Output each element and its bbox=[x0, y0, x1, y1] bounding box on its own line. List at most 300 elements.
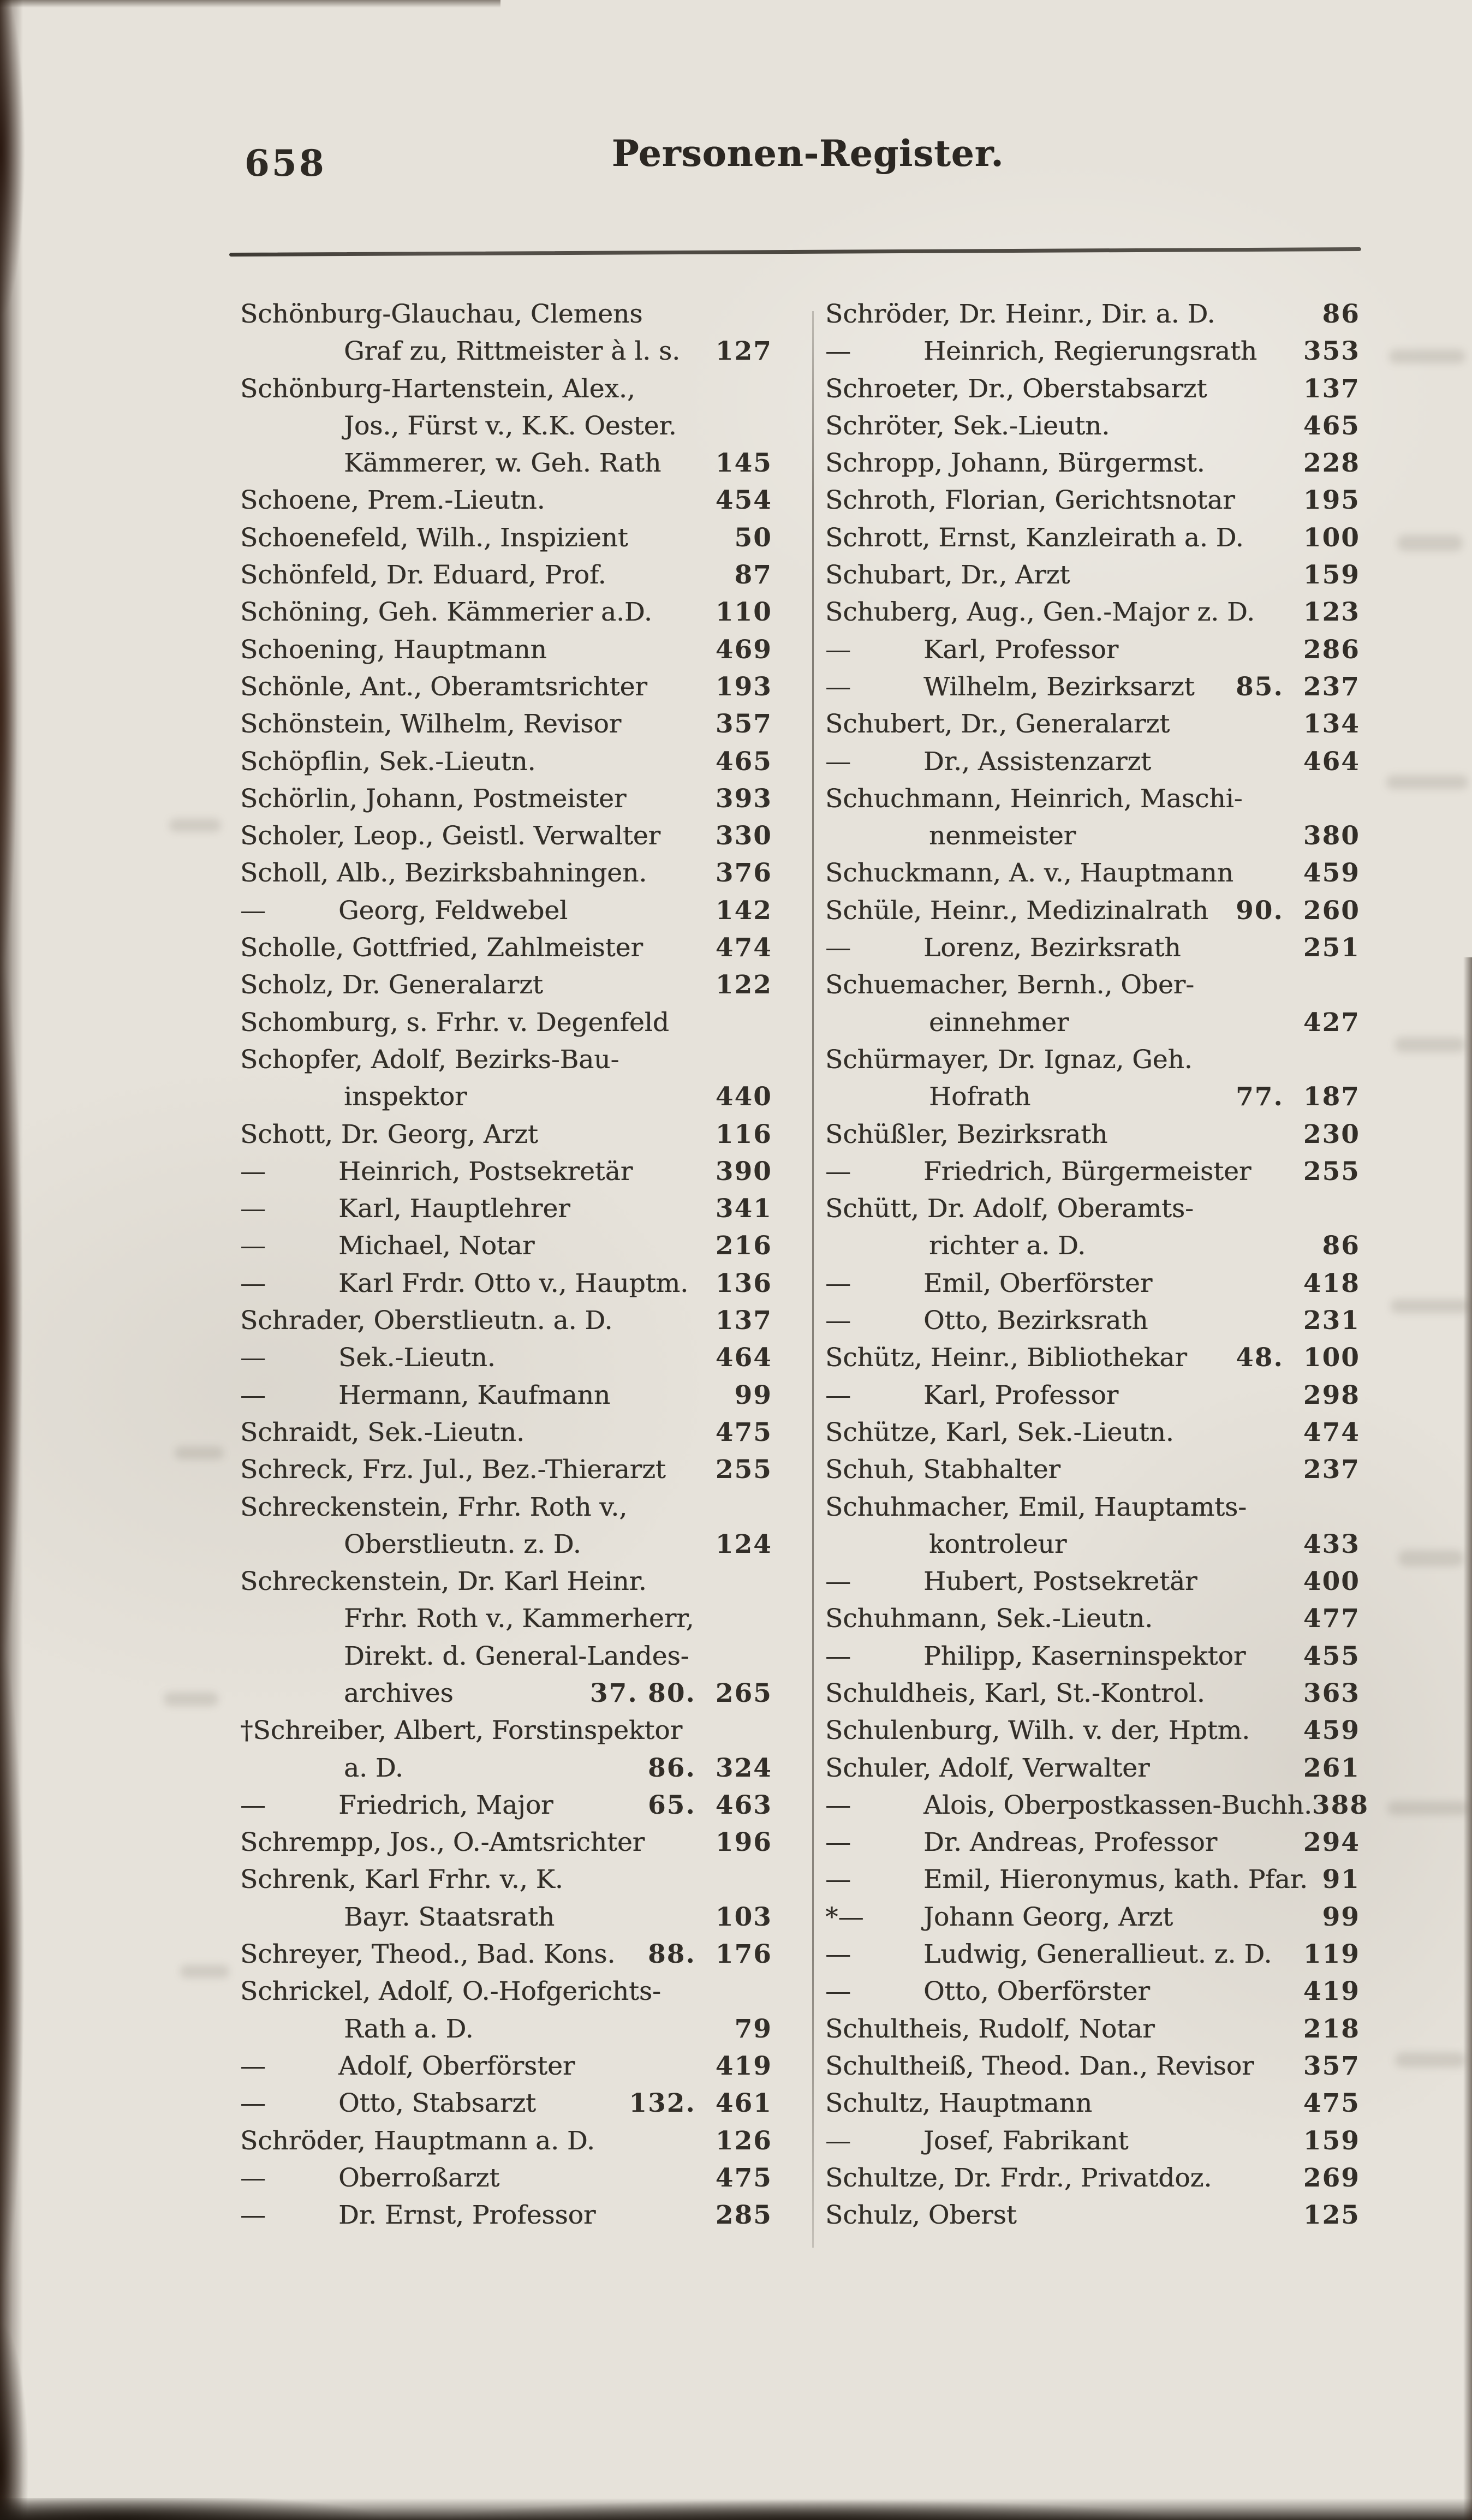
index-line bbox=[825, 1604, 1360, 1641]
entry-dash: — bbox=[825, 1306, 851, 1336]
entry-text: Schütz, Heinr., Bibliothekar bbox=[825, 1343, 1187, 1373]
entry-page-number: 357 bbox=[715, 709, 772, 740]
entry-text: Schütze, Karl, Sek.-Lieutn. bbox=[825, 1417, 1174, 1447]
entry-page-number: 193 bbox=[715, 671, 772, 702]
index-line bbox=[825, 1119, 1360, 1157]
entry-dash: — bbox=[825, 1976, 851, 2007]
entry-text: Direkt. d. General-Landes- bbox=[344, 1641, 689, 1671]
index-line bbox=[240, 2051, 772, 2088]
entry-extra-page-numbers: 85. bbox=[1236, 671, 1284, 702]
index-line bbox=[825, 336, 1360, 373]
entry-page-number: 400 bbox=[1303, 1566, 1360, 1597]
index-line bbox=[240, 2126, 772, 2163]
entry-page-number: 474 bbox=[715, 933, 772, 963]
index-line bbox=[240, 1678, 772, 1715]
index-line bbox=[240, 1455, 772, 1492]
entry-dash: — bbox=[240, 2088, 266, 2119]
entry-dash: — bbox=[825, 671, 851, 702]
index-line bbox=[825, 1194, 1360, 1231]
index-line bbox=[240, 374, 772, 411]
entry-extra-page-numbers: 88. bbox=[648, 1939, 696, 1970]
entry-page-number: 136 bbox=[715, 1268, 772, 1298]
entry-text: Jos., Fürst v., K.K. Oester. bbox=[344, 410, 677, 441]
entry-text: Schröter, Sek.-Lieutn. bbox=[825, 410, 1110, 441]
entry-text: Emil, Hieronymus, kath. Pfar. bbox=[923, 1864, 1308, 1895]
entry-page-number: 433 bbox=[1303, 1529, 1360, 1559]
entry-page-number: 393 bbox=[715, 783, 772, 814]
entry-page-number: 126 bbox=[715, 2125, 772, 2156]
entry-text: kontroleur bbox=[929, 1529, 1067, 1559]
entry-page-number: 294 bbox=[1303, 1827, 1360, 1858]
entry-page-number: 86 bbox=[1322, 1231, 1360, 1261]
entry-page-number: 110 bbox=[715, 597, 772, 628]
bleed-through-smudge bbox=[1391, 1299, 1470, 1313]
entry-extra-page-numbers: 132. bbox=[629, 2088, 696, 2119]
index-line bbox=[825, 411, 1360, 448]
entry-page-number: 237 bbox=[1303, 671, 1360, 702]
entry-page-number: 100 bbox=[1303, 522, 1360, 553]
entry-page-number: 427 bbox=[1303, 1007, 1360, 1038]
entry-text: Schuberg, Aug., Gen.-Major z. D. bbox=[825, 597, 1255, 628]
index-line bbox=[825, 1008, 1360, 1045]
entry-page-number: 286 bbox=[1303, 634, 1360, 665]
index-line bbox=[240, 1641, 772, 1678]
entry-page-number: 134 bbox=[1303, 709, 1360, 740]
entry-page-number: 440 bbox=[715, 1082, 772, 1112]
entry-text: Wilhelm, Bezirksarzt bbox=[923, 671, 1195, 702]
index-line bbox=[240, 1566, 772, 1604]
entry-page-number: 285 bbox=[715, 2200, 772, 2231]
index-line bbox=[240, 523, 772, 560]
entry-text: Alois, Oberpostkassen-Buchh. bbox=[923, 1790, 1312, 1820]
entry-page-number: 145 bbox=[715, 448, 772, 479]
index-line bbox=[240, 336, 772, 373]
entry-dash: — bbox=[825, 1939, 851, 1970]
entry-text: Schuckmann, A. v., Hauptmann bbox=[825, 858, 1233, 889]
entry-page-number: 298 bbox=[1303, 1380, 1360, 1410]
entry-page-number: 116 bbox=[715, 1119, 772, 1149]
index-line bbox=[240, 1306, 772, 1343]
entry-page-number: 230 bbox=[1303, 1119, 1360, 1149]
index-line bbox=[240, 1902, 772, 1939]
entry-page-number: 475 bbox=[715, 2162, 772, 2193]
page-edge-stain-top bbox=[0, 0, 500, 8]
entry-text: Ludwig, Generallieut. z. D. bbox=[923, 1939, 1272, 1970]
entry-text: †Schreiber, Albert, Forstinspektor bbox=[240, 1715, 683, 1746]
entry-dash: — bbox=[240, 1380, 266, 1410]
index-line bbox=[825, 2126, 1360, 2163]
index-line bbox=[825, 1641, 1360, 1678]
entry-page-number: 269 bbox=[1303, 2162, 1360, 2193]
entry-page-number: 469 bbox=[715, 634, 772, 665]
entry-page-number: 91 bbox=[1322, 1864, 1360, 1895]
entry-text: Schröder, Dr. Heinr., Dir. a. D. bbox=[825, 299, 1215, 329]
entry-text: Otto, Bezirksrath bbox=[923, 1306, 1148, 1336]
entry-text: Schönburg-Hartenstein, Alex., bbox=[240, 373, 635, 404]
index-line bbox=[240, 747, 772, 784]
index-line bbox=[240, 2088, 772, 2125]
index-line bbox=[825, 1343, 1360, 1380]
entry-dash: *— bbox=[825, 1902, 864, 1932]
index-line bbox=[825, 747, 1360, 784]
index-line bbox=[825, 1678, 1360, 1715]
index-line bbox=[240, 2163, 772, 2200]
index-line bbox=[240, 1976, 772, 2013]
entry-text: Schrenk, Karl Frhr. v., K. bbox=[240, 1864, 563, 1895]
entry-text: Schulenburg, Wilh. v. der, Hptm. bbox=[825, 1715, 1250, 1746]
bleed-through-smudge bbox=[175, 1446, 224, 1459]
index-line bbox=[825, 1864, 1360, 1902]
index-line bbox=[240, 485, 772, 522]
index-line bbox=[825, 1753, 1360, 1790]
entry-dash: — bbox=[825, 1566, 851, 1597]
entry-text: a. D. bbox=[344, 1753, 403, 1783]
entry-page-number: 124 bbox=[715, 1529, 772, 1559]
header-rule bbox=[229, 247, 1361, 257]
index-line bbox=[825, 1455, 1360, 1492]
entry-text: Karl, Professor bbox=[923, 634, 1119, 665]
index-line bbox=[825, 299, 1360, 336]
entry-page-number: 465 bbox=[715, 746, 772, 777]
entry-text: Schütt, Dr. Adolf, Oberamts- bbox=[825, 1194, 1194, 1224]
entry-page-number: 463 bbox=[715, 1790, 772, 1820]
entry-text: Schreyer, Theod., Bad. Kons. bbox=[240, 1939, 616, 1970]
index-line bbox=[825, 1417, 1360, 1455]
entry-dash: — bbox=[240, 1343, 266, 1373]
bleed-through-smudge bbox=[1394, 1037, 1465, 1052]
entry-page-number: 255 bbox=[1303, 1156, 1360, 1187]
index-line bbox=[825, 1492, 1360, 1529]
index-line bbox=[240, 1864, 772, 1902]
entry-page-number: 474 bbox=[1303, 1417, 1360, 1447]
entry-text: Lorenz, Bezirksrath bbox=[923, 933, 1181, 963]
entry-text: Schroeter, Dr., Oberstabsarzt bbox=[825, 373, 1207, 404]
index-line bbox=[825, 597, 1360, 634]
entry-text: Georg, Feldwebel bbox=[338, 895, 568, 926]
entry-text: Schrickel, Adolf, O.-Hofgerichts- bbox=[240, 1976, 661, 2007]
entry-page-number: 119 bbox=[1303, 1939, 1360, 1970]
index-line bbox=[240, 2014, 772, 2051]
entry-page-number: 419 bbox=[715, 2051, 772, 2081]
page-edge-stain-left bbox=[0, 0, 29, 2520]
bleed-through-smudge bbox=[164, 1692, 218, 1706]
index-line bbox=[825, 1902, 1360, 1939]
index-line bbox=[240, 1343, 772, 1380]
bleed-through-smudge bbox=[169, 819, 221, 832]
entry-dash: — bbox=[825, 933, 851, 963]
index-line bbox=[825, 2014, 1360, 2051]
index-line bbox=[240, 821, 772, 858]
entry-text: Hermann, Kaufmann bbox=[338, 1380, 611, 1410]
index-line bbox=[825, 970, 1360, 1007]
index-line bbox=[240, 709, 772, 746]
entry-text: Friedrich, Bürgermeister bbox=[923, 1156, 1252, 1187]
entry-text: Heinrich, Postsekretär bbox=[338, 1156, 633, 1187]
entry-page-number: 103 bbox=[715, 1902, 772, 1932]
entry-page-number: 137 bbox=[715, 1306, 772, 1336]
entry-text: inspektor bbox=[344, 1082, 467, 1112]
entry-text: Schreckenstein, Dr. Karl Heinr. bbox=[240, 1566, 647, 1597]
entry-text: Frhr. Roth v., Kammerherr, bbox=[344, 1604, 694, 1634]
bleed-through-smudge bbox=[1389, 349, 1465, 364]
bleed-through-smudge bbox=[1386, 775, 1468, 789]
entry-text: Schönfeld, Dr. Eduard, Prof. bbox=[240, 560, 606, 591]
entry-page-number: 159 bbox=[1303, 2125, 1360, 2156]
entry-text: Sek.-Lieutn. bbox=[338, 1343, 496, 1373]
index-line bbox=[825, 858, 1360, 895]
entry-text: Schubart, Dr., Arzt bbox=[825, 560, 1070, 591]
index-line bbox=[825, 560, 1360, 597]
entry-dash: — bbox=[240, 895, 266, 926]
index-line bbox=[240, 597, 772, 634]
index-line bbox=[240, 1119, 772, 1157]
entry-text: Schreckenstein, Frhr. Roth v., bbox=[240, 1492, 628, 1522]
index-line bbox=[240, 411, 772, 448]
index-line bbox=[240, 560, 772, 597]
index-line bbox=[825, 485, 1360, 522]
index-line bbox=[240, 1827, 772, 1864]
entry-page-number: 251 bbox=[1303, 933, 1360, 963]
entry-dash: — bbox=[825, 1790, 851, 1820]
entry-page-number: 418 bbox=[1303, 1268, 1360, 1298]
entry-extra-page-numbers: 90. bbox=[1236, 895, 1284, 926]
entry-text: Schuh, Stabhalter bbox=[825, 1455, 1060, 1485]
entry-text: Oberstlieutn. z. D. bbox=[344, 1529, 581, 1559]
entry-page-number: 237 bbox=[1303, 1455, 1360, 1485]
index-line bbox=[240, 1604, 772, 1641]
entry-text: Scholl, Alb., Bezirksbahningen. bbox=[240, 858, 647, 889]
index-line bbox=[240, 448, 772, 485]
entry-text: Schuemacher, Bernh., Ober- bbox=[825, 970, 1195, 1000]
entry-dash: — bbox=[240, 2200, 266, 2231]
entry-extra-page-numbers: 37. 80. bbox=[589, 1678, 696, 1708]
index-line bbox=[825, 1268, 1360, 1306]
entry-text: Friedrich, Major bbox=[338, 1790, 553, 1820]
entry-page-number: 218 bbox=[1303, 2013, 1360, 2044]
entry-extra-page-numbers: 65. bbox=[648, 1790, 696, 1820]
entry-text: Schoenefeld, Wilh., Inspizient bbox=[240, 522, 628, 553]
entry-dash: — bbox=[825, 634, 851, 665]
index-line bbox=[240, 635, 772, 672]
entry-page-number: 363 bbox=[1303, 1678, 1360, 1708]
bleed-through-smudge bbox=[1397, 535, 1463, 551]
entry-text: Schörlin, Johann, Postmeister bbox=[240, 783, 627, 814]
entry-text: Schultz, Hauptmann bbox=[825, 2088, 1093, 2119]
entry-text: Johann Georg, Arzt bbox=[923, 1902, 1173, 1932]
page-edge-stain-bottom bbox=[0, 2498, 1472, 2520]
entry-page-number: 125 bbox=[1303, 2200, 1360, 2231]
index-line bbox=[240, 2200, 772, 2237]
entry-dash: — bbox=[240, 2162, 266, 2193]
entry-text: Schuler, Adolf, Verwalter bbox=[825, 1753, 1150, 1783]
entry-text: Schopfer, Adolf, Bezirks-Bau- bbox=[240, 1044, 619, 1075]
entry-text: Schuchmann, Heinrich, Maschi- bbox=[825, 783, 1243, 814]
index-line bbox=[240, 1045, 772, 1082]
entry-text: richter a. D. bbox=[929, 1231, 1086, 1261]
page-title: Personen-Register. bbox=[611, 132, 1004, 175]
entry-text: Dr. Andreas, Professor bbox=[923, 1827, 1218, 1858]
index-line bbox=[825, 1790, 1369, 1827]
index-line bbox=[240, 1008, 772, 1045]
entry-page-number: 475 bbox=[715, 1417, 772, 1447]
entry-text: Schuhmann, Sek.-Lieutn. bbox=[825, 1604, 1153, 1634]
entry-page-number: 79 bbox=[734, 2013, 772, 2044]
index-line bbox=[240, 1231, 772, 1268]
index-line bbox=[240, 1194, 772, 1231]
index-line bbox=[825, 2051, 1360, 2088]
index-line bbox=[825, 1939, 1360, 1976]
entry-page-number: 461 bbox=[715, 2088, 772, 2119]
entry-text: Philipp, Kaserninspektor bbox=[923, 1641, 1246, 1671]
entry-text: Adolf, Oberförster bbox=[338, 2051, 575, 2081]
entry-text: Oberroßarzt bbox=[338, 2162, 500, 2193]
entry-dash: — bbox=[825, 1268, 851, 1298]
entry-text: Schönle, Ant., Oberamtsrichter bbox=[240, 671, 647, 702]
entry-dash: — bbox=[240, 1194, 266, 1224]
bleed-through-smudge bbox=[1387, 1801, 1469, 1815]
index-line bbox=[825, 1827, 1360, 1864]
entry-page-number: 255 bbox=[715, 1455, 772, 1485]
index-line bbox=[240, 1939, 772, 1976]
entry-extra-page-numbers: 77. bbox=[1236, 1082, 1284, 1112]
entry-text: Schropp, Johann, Bürgermst. bbox=[825, 448, 1205, 479]
entry-text: Schott, Dr. Georg, Arzt bbox=[240, 1119, 538, 1149]
entry-dash: — bbox=[240, 1268, 266, 1298]
entry-page-number: 357 bbox=[1303, 2051, 1360, 2081]
index-line bbox=[240, 299, 772, 336]
entry-page-number: 465 bbox=[1303, 410, 1360, 441]
entry-text: Schubert, Dr., Generalarzt bbox=[825, 709, 1170, 740]
entry-page-number: 196 bbox=[715, 1827, 772, 1858]
entry-page-number: 455 bbox=[1303, 1641, 1360, 1671]
entry-text: Bayr. Staatsrath bbox=[344, 1902, 555, 1932]
entry-page-number: 216 bbox=[715, 1231, 772, 1261]
entry-dash: — bbox=[825, 336, 851, 367]
page-header bbox=[0, 132, 1472, 198]
entry-dash: — bbox=[825, 1641, 851, 1671]
entry-text: Schoening, Hauptmann bbox=[240, 634, 547, 665]
entry-page-number: 475 bbox=[1303, 2088, 1360, 2119]
entry-text: Schraidt, Sek.-Lieutn. bbox=[240, 1417, 525, 1447]
entry-page-number: 123 bbox=[1303, 597, 1360, 628]
column-divider bbox=[812, 311, 814, 2248]
entry-text: Schrott, Ernst, Kanzleirath a. D. bbox=[825, 522, 1244, 553]
entry-dash: — bbox=[825, 1156, 851, 1187]
index-line bbox=[825, 2163, 1360, 2200]
entry-page-number: 464 bbox=[1303, 746, 1360, 777]
index-line bbox=[240, 1157, 772, 1194]
entry-page-number: 380 bbox=[1303, 821, 1360, 851]
entry-page-number: 477 bbox=[1303, 1604, 1360, 1634]
bleed-through-smudge bbox=[1395, 2052, 1466, 2068]
index-line bbox=[240, 672, 772, 709]
index-line bbox=[825, 709, 1360, 746]
index-line bbox=[825, 635, 1360, 672]
entry-extra-page-numbers: 48. bbox=[1236, 1343, 1284, 1373]
bleed-through-smudge bbox=[1398, 1550, 1464, 1566]
entry-extra-page-numbers: 86. bbox=[648, 1753, 696, 1783]
entry-dash: — bbox=[825, 1864, 851, 1895]
index-line bbox=[240, 1529, 772, 1566]
entry-text: Schuldheis, Karl, St.-Kontrol. bbox=[825, 1678, 1205, 1708]
index-line bbox=[825, 672, 1360, 709]
entry-text: Kämmerer, w. Geh. Rath bbox=[344, 448, 661, 479]
index-column-right bbox=[825, 299, 1369, 2237]
entry-text: Emil, Oberförster bbox=[923, 1268, 1153, 1298]
entry-page-number: 122 bbox=[715, 970, 772, 1000]
page-edge-stain-right bbox=[1463, 957, 1472, 2520]
entry-text: Schrempp, Jos., O.-Amtsrichter bbox=[240, 1827, 645, 1858]
entry-page-number: 231 bbox=[1303, 1306, 1360, 1336]
entry-text: Schüßler, Bezirksrath bbox=[825, 1119, 1108, 1149]
index-line bbox=[240, 1082, 772, 1119]
entry-dash: — bbox=[825, 1380, 851, 1410]
index-line bbox=[825, 1231, 1360, 1268]
entry-text: Karl Frdr. Otto v., Hauptm. bbox=[338, 1268, 689, 1298]
entry-text: Schüle, Heinr., Medizinalrath bbox=[825, 895, 1208, 926]
entry-page-number: 454 bbox=[715, 485, 772, 516]
index-line bbox=[825, 523, 1360, 560]
entry-dash: — bbox=[825, 1827, 851, 1858]
entry-text: Karl, Professor bbox=[923, 1380, 1119, 1410]
entry-text: Michael, Notar bbox=[338, 1231, 535, 1261]
entry-text: einnehmer bbox=[929, 1007, 1069, 1038]
entry-page-number: 195 bbox=[1303, 485, 1360, 516]
entry-dash: — bbox=[240, 1156, 266, 1187]
entry-page-number: 99 bbox=[734, 1380, 772, 1410]
index-line bbox=[825, 1082, 1360, 1119]
entry-text: nenmeister bbox=[929, 821, 1076, 851]
entry-page-number: 353 bbox=[1303, 336, 1360, 367]
entry-page-number: 137 bbox=[1303, 373, 1360, 404]
entry-text: Schrader, Oberstlieutn. a. D. bbox=[240, 1306, 613, 1336]
entry-page-number: 100 bbox=[1303, 1343, 1360, 1373]
entry-page-number: 142 bbox=[715, 895, 772, 926]
entry-text: Schulz, Oberst bbox=[825, 2200, 1017, 2231]
index-line bbox=[240, 933, 772, 970]
index-line bbox=[825, 1045, 1360, 1082]
entry-dash: — bbox=[240, 2051, 266, 2081]
index-line bbox=[825, 1157, 1360, 1194]
entry-text: Josef, Fabrikant bbox=[923, 2125, 1129, 2156]
entry-page-number: 260 bbox=[1303, 895, 1360, 926]
entry-text: Schönburg-Glauchau, Clemens bbox=[240, 299, 643, 329]
entry-page-number: 464 bbox=[715, 1343, 772, 1373]
index-line bbox=[825, 1306, 1360, 1343]
entry-page-number: 324 bbox=[715, 1753, 772, 1783]
entry-text: Dr. Ernst, Professor bbox=[338, 2200, 596, 2231]
entry-text: Schönstein, Wilhelm, Revisor bbox=[240, 709, 622, 740]
entry-text: Schultze, Dr. Frdr., Privatdoz. bbox=[825, 2162, 1212, 2193]
entry-text: Schultheis, Rudolf, Notar bbox=[825, 2013, 1155, 2044]
index-line bbox=[240, 1790, 772, 1827]
entry-text: Schürmayer, Dr. Ignaz, Geh. bbox=[825, 1044, 1193, 1075]
index-line bbox=[825, 1566, 1360, 1604]
entry-page-number: 176 bbox=[715, 1939, 772, 1970]
entry-page-number: 376 bbox=[715, 858, 772, 889]
entry-text: Hofrath bbox=[929, 1082, 1031, 1112]
page-number: 658 bbox=[245, 142, 326, 184]
entry-page-number: 265 bbox=[715, 1678, 772, 1708]
bleed-through-smudge bbox=[180, 1965, 229, 1978]
entry-page-number: 228 bbox=[1303, 448, 1360, 479]
entry-page-number: 159 bbox=[1303, 560, 1360, 591]
index-line bbox=[240, 1492, 772, 1529]
entry-text: Otto, Stabsarzt bbox=[338, 2088, 536, 2119]
entry-page-number: 261 bbox=[1303, 1753, 1360, 1783]
entry-page-number: 388 bbox=[1312, 1790, 1369, 1820]
entry-page-number: 99 bbox=[1322, 1902, 1360, 1932]
